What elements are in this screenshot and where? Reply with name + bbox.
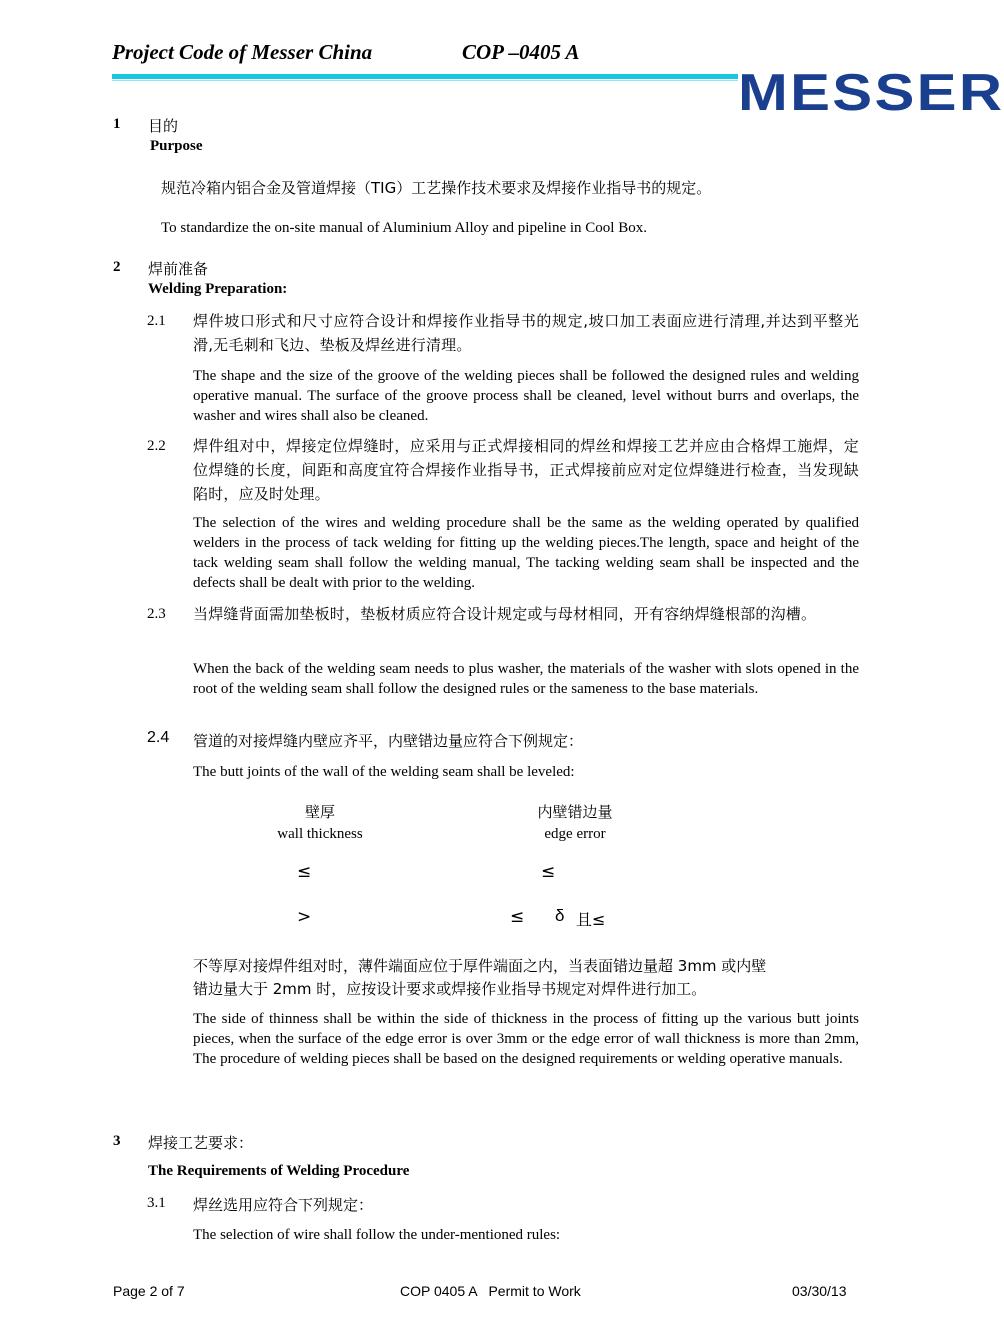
clause-2-4-note-cn-line1: 不等厚对接焊件组对时，薄件端面应位于厚件端面之内，当表面错边量超 3mm 或内壁 bbox=[193, 957, 767, 975]
footer-page-number: Page 2 of 7 bbox=[113, 1283, 185, 1299]
header-rule bbox=[112, 74, 738, 79]
table-col2-header-cn: 内壁错边量 bbox=[537, 803, 613, 821]
header-rule-shadow bbox=[112, 80, 738, 81]
section-1-text-cn: 规范冷箱内铝合金及管道焊接（TIG）工艺操作技术要求及焊接作业指导书的规定。 bbox=[161, 179, 712, 197]
table-row2-col2-delta: δ bbox=[555, 906, 565, 925]
section-1-title-cn: 目的 bbox=[148, 117, 179, 135]
section-2-number: 2 bbox=[113, 259, 121, 275]
clause-3-1-text-en: The selection of wire shall follow the under-mentioned rules: bbox=[193, 1227, 561, 1243]
section-1-number: 1 bbox=[113, 116, 121, 132]
section-3-title-en: The Requirements of Welding Procedure bbox=[148, 1163, 410, 1179]
section-1-text-en: To standardize the on-site manual of Aluminium Alloy and pipeline in Cool Box. bbox=[161, 220, 647, 236]
clause-2-4-note-en: The side of thinness shall be within the side of thickness in the process of fitting up the various butt joints pieces, when the surface of the edge error is over 3mm or the edge error of wall thickness is more than 2mm, The procedure of welding pieces shall be based on the designed requirements or welding operative manuals. bbox=[193, 1011, 859, 1067]
clause-2-2-text-en: The selection of the wires and welding procedure shall be the same as the welding operated by qualified welders in the process of tack welding for fitting up the welding pieces.The length, space and height of the tack welding seam shall follow the welding manual, The tacking welding seam shall be inspected and the defects shall be dealt with prior to the welding. bbox=[193, 515, 859, 591]
section-3-number: 3 bbox=[113, 1133, 121, 1149]
section-1-title-en: Purpose bbox=[150, 138, 203, 154]
table-col1-header-cn: 壁厚 bbox=[304, 803, 335, 821]
clause-2-3-text-cn: 当焊缝背面需加垫板时，垫板材质应符合设计规定或与母材相同，开有容纳焊缝根部的沟槽。 bbox=[193, 605, 817, 623]
clause-2-3-number: 2.3 bbox=[147, 606, 166, 622]
clause-2-1-number: 2.1 bbox=[147, 313, 166, 329]
table-row1-col1: ≤ bbox=[297, 862, 312, 882]
clause-2-4-text-cn: 管道的对接焊缝内壁应齐平，内壁错边量应符合下例规定： bbox=[193, 732, 584, 750]
clause-2-4-note-cn-line2: 错边量大于 2mm 时，应按设计要求或焊接作业指导书规定对焊件进行加工。 bbox=[193, 980, 707, 998]
table-row2-col2-leq: ≤ bbox=[510, 907, 525, 927]
clause-2-1-text-en: The shape and the size of the groove of the welding pieces shall be followed the designed rules and welding operative manual. The surface of the groove process shall be cleaned, level without burrs and overlaps, the washer and wires shall also be cleaned. bbox=[193, 368, 859, 424]
table-row2-col1: > bbox=[297, 907, 312, 927]
section-3-title-cn: 焊接工艺要求： bbox=[148, 1134, 254, 1152]
clause-3-1-number: 3.1 bbox=[147, 1195, 166, 1211]
clause-2-4-number: 2.4 bbox=[147, 729, 170, 746]
table-row1-col2: ≤ bbox=[541, 862, 556, 882]
table-row2-col2-and-leq: 且≤ bbox=[576, 910, 606, 929]
table-col1-header-en: wall thickness bbox=[277, 826, 363, 842]
footer-date: 03/30/13 bbox=[792, 1283, 847, 1299]
section-2-title-en: Welding Preparation: bbox=[148, 281, 288, 297]
clause-3-1-text-cn: 焊丝选用应符合下列规定： bbox=[193, 1196, 374, 1214]
header-doc-code: COP –0405 A bbox=[462, 40, 580, 64]
clause-2-2-number: 2.2 bbox=[147, 438, 166, 454]
clause-2-1-text-cn: 焊件坡口形式和尺寸应符合设计和焊接作业指导书的规定,坡口加工表面应进行清理,并达到平整光滑,无毛刺和飞边、垫板及焊丝进行清理。 bbox=[193, 312, 859, 354]
header-title: Project Code of Messer China bbox=[112, 40, 373, 64]
table-col2-header-en: edge error bbox=[544, 826, 606, 842]
clause-2-4-text-en: The butt joints of the wall of the welding seam shall be leveled: bbox=[193, 764, 575, 780]
clause-2-2-text-cn: 焊件组对中，焊接定位焊缝时，应采用与正式焊接相同的焊丝和焊接工艺并应由合格焊工施焊，定位焊缝的长度，间距和高度宜符合焊接作业指导书，正式焊接前应对定位焊缝进行检查，当发现缺陷时，应及时处理。 bbox=[193, 437, 859, 503]
clause-2-3-text-en: When the back of the welding seam needs to plus washer, the materials of the washer with slots opened in the root of the welding seam shall follow the designed rules or the sameness to the base materials. bbox=[193, 661, 859, 697]
section-2-title-cn: 焊前准备 bbox=[148, 260, 209, 278]
messer-logo: MESSER bbox=[738, 64, 1004, 122]
footer-doc-title: COP 0405 A Permit to Work bbox=[400, 1283, 581, 1299]
